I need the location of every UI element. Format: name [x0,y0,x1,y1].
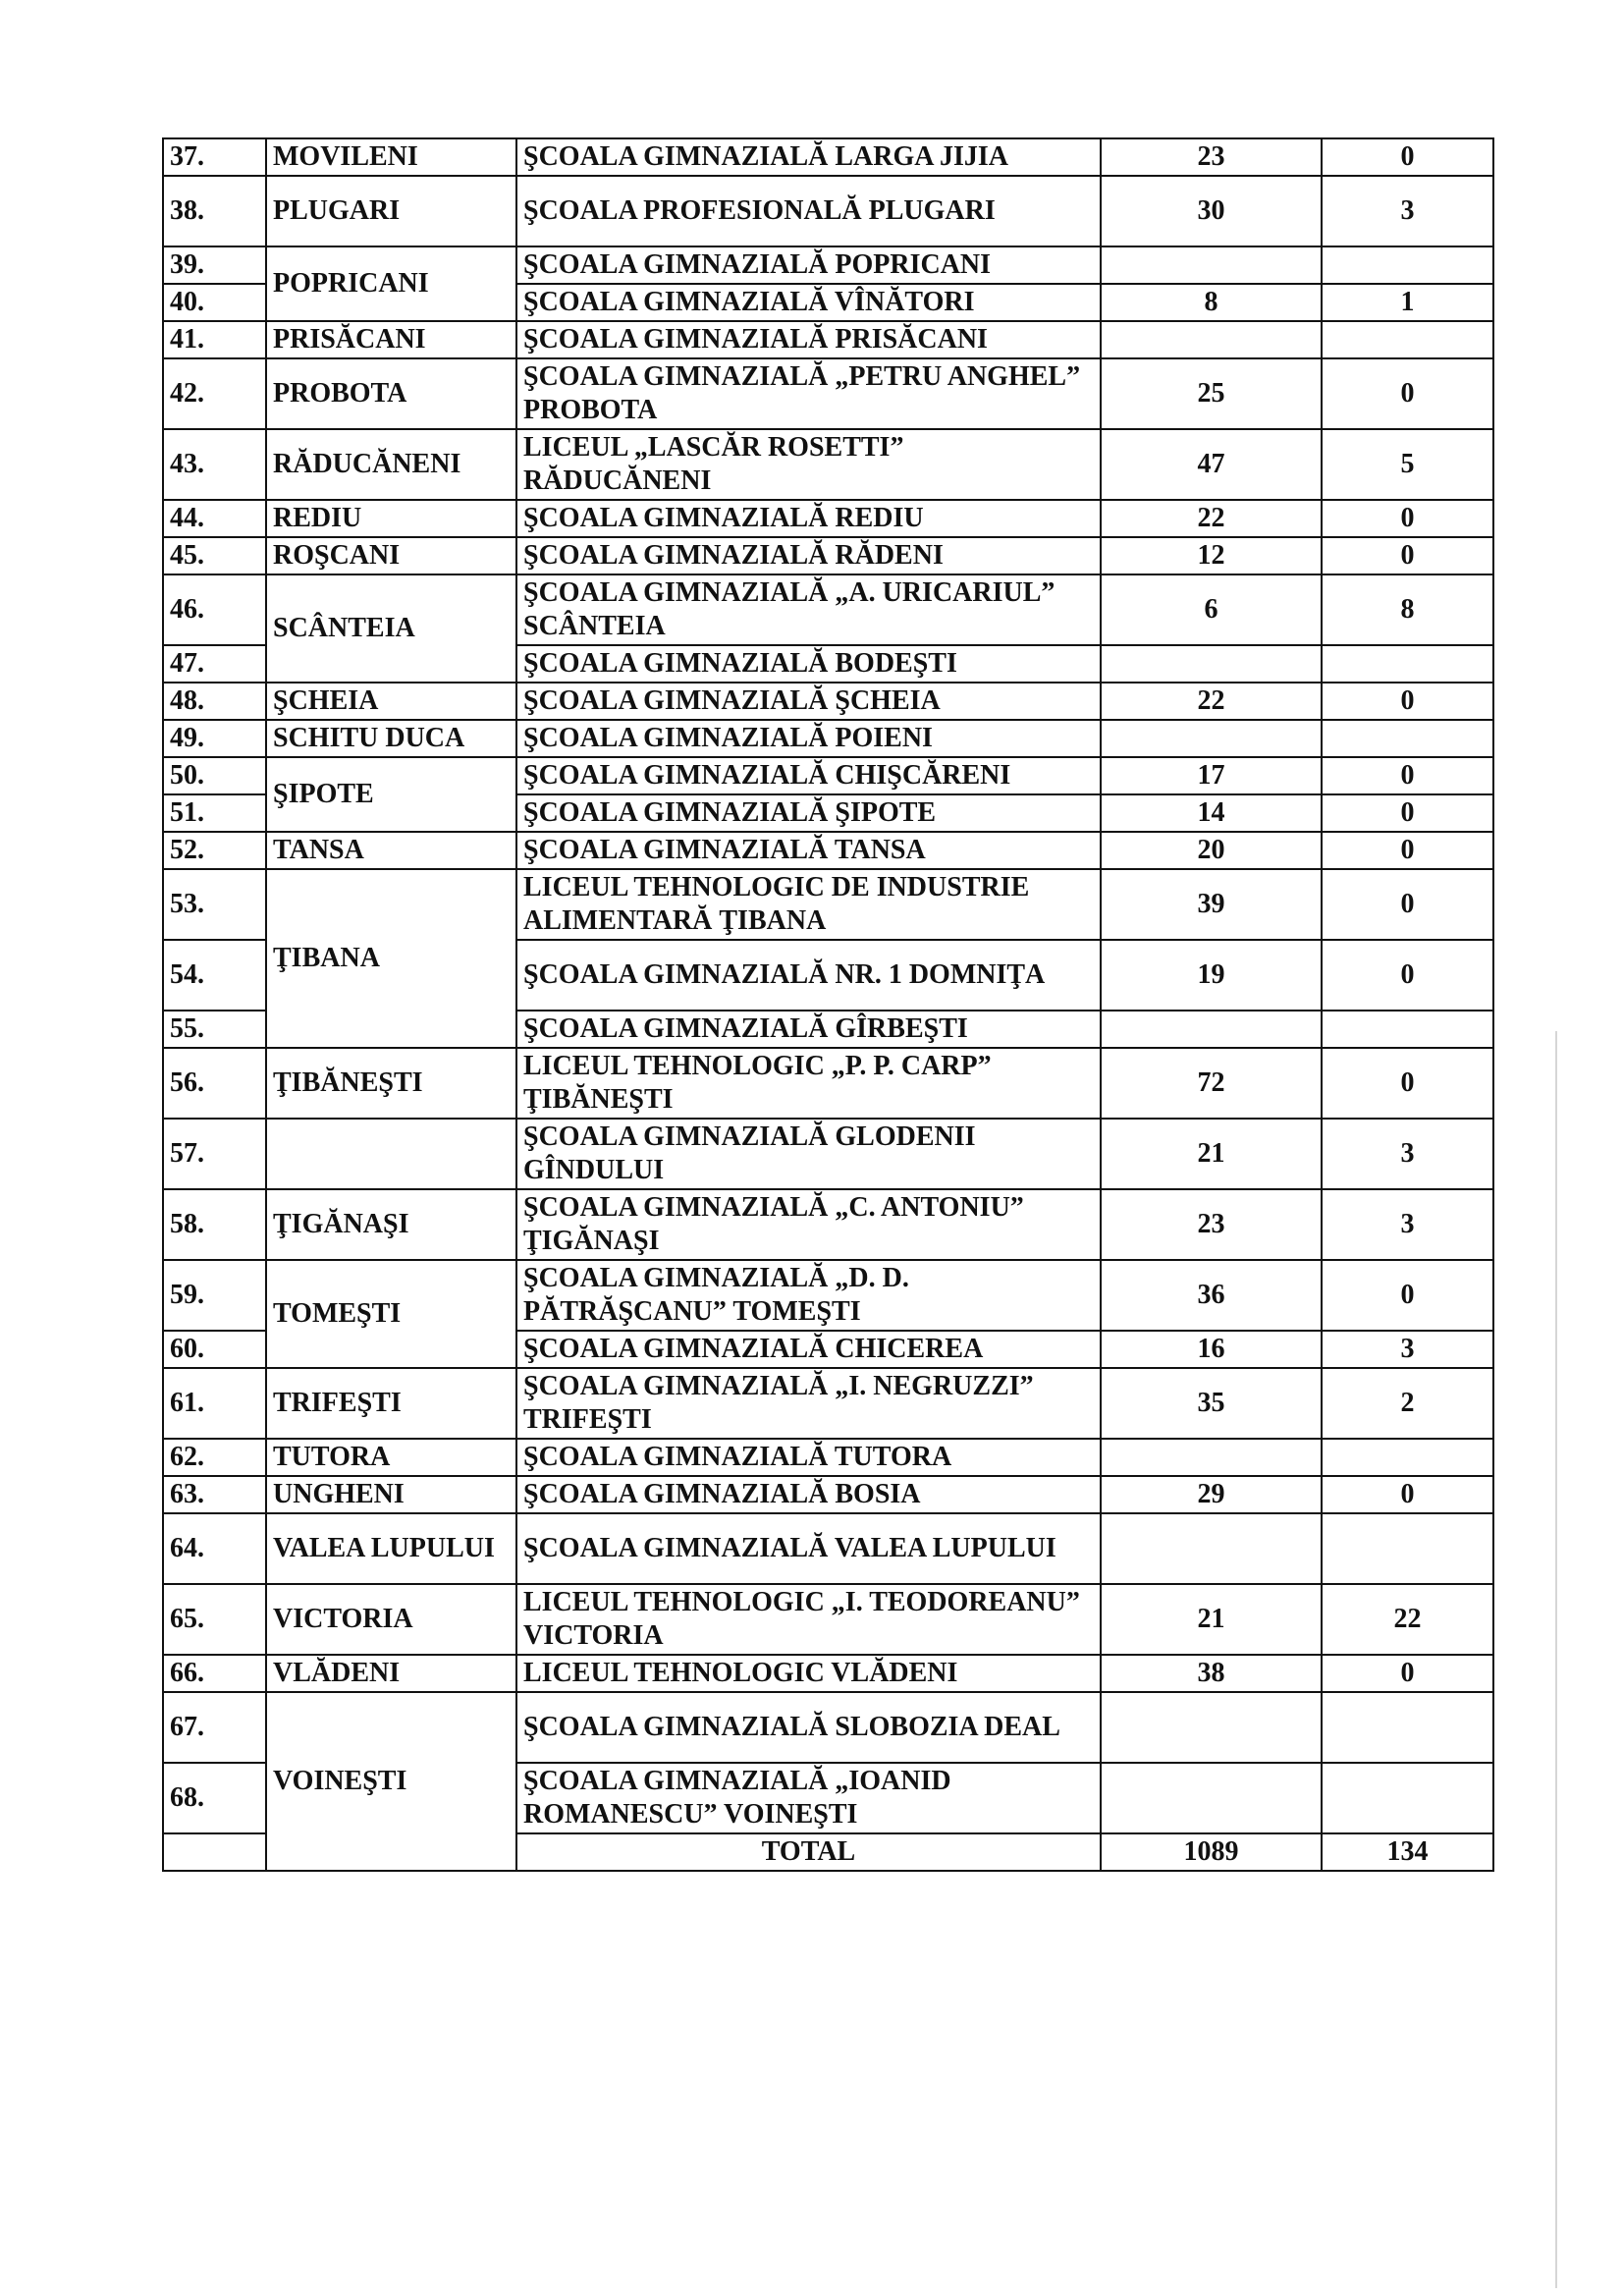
row-number: 47. [163,645,266,683]
commune-cell: SCÂNTEIA [266,574,516,683]
row-number: 55. [163,1011,266,1048]
table-row [163,574,1493,645]
commune-cell: ROŞCANI [266,537,516,574]
commune-cell: RĂDUCĂNENI [266,429,516,500]
school-cell: LICEUL „LASCĂR ROSETTI” RĂDUCĂNENI [516,429,1101,500]
school-cell: ŞCOALA GIMNAZIALĂ „PETRU ANGHEL” PROBOTA [516,358,1101,429]
row-number: 56. [163,1048,266,1119]
table-row [163,1119,1493,1189]
table-row [163,1513,1493,1584]
row-number: 49. [163,720,266,757]
row-number: 61. [163,1368,266,1439]
value-2-cell [1322,720,1493,757]
table-row [163,1260,1493,1331]
total-value-2: 134 [1322,1833,1493,1871]
commune-cell: SCHITU DUCA [266,720,516,757]
school-cell: ŞCOALA GIMNAZIALĂ TUTORA [516,1439,1101,1476]
commune-cell: TOMEŞTI [266,1260,516,1368]
commune-cell: PRISĂCANI [266,321,516,358]
value-1-cell: 36 [1101,1260,1322,1331]
value-1-cell: 21 [1101,1584,1322,1655]
row-number: 67. [163,1692,266,1763]
school-cell: ŞCOALA GIMNAZIALĂ „A. URICARIUL” SCÂNTEIA [516,574,1101,645]
table-row [163,500,1493,537]
value-1-cell: 19 [1101,940,1322,1011]
table-row [163,1048,1493,1119]
commune-cell: TANSA [266,832,516,869]
commune-cell: TUTORA [266,1439,516,1476]
row-number: 46. [163,574,266,645]
school-cell: ŞCOALA GIMNAZIALĂ REDIU [516,500,1101,537]
school-cell: LICEUL TEHNOLOGIC DE INDUSTRIE ALIMENTARĂ ŢIBANA [516,869,1101,940]
school-cell: LICEUL TEHNOLOGIC VLĂDENI [516,1655,1101,1692]
commune-cell: VLĂDENI [266,1655,516,1692]
value-1-cell: 23 [1101,138,1322,176]
value-2-cell [1322,1763,1493,1833]
table-row [163,246,1493,284]
row-number: 52. [163,832,266,869]
value-1-cell [1101,321,1322,358]
row-number: 42. [163,358,266,429]
row-number: 62. [163,1439,266,1476]
value-2-cell: 0 [1322,500,1493,537]
row-number: 45. [163,537,266,574]
value-1-cell: 8 [1101,284,1322,321]
value-1-cell: 14 [1101,794,1322,832]
table-row [163,1189,1493,1260]
row-number: 68. [163,1763,266,1833]
table-row [163,720,1493,757]
table-row [163,1692,1493,1763]
value-2-cell: 2 [1322,1368,1493,1439]
row-number: 37. [163,138,266,176]
commune-cell: POPRICANI [266,246,516,321]
table-row [163,176,1493,246]
row-number: 44. [163,500,266,537]
value-1-cell: 12 [1101,537,1322,574]
school-cell: ŞCOALA GIMNAZIALĂ NR. 1 DOMNIŢA [516,940,1101,1011]
value-1-cell [1101,1439,1322,1476]
commune-cell [266,1119,516,1189]
commune-cell: MOVILENI [266,138,516,176]
row-number: 60. [163,1331,266,1368]
value-2-cell: 0 [1322,358,1493,429]
value-2-cell: 3 [1322,176,1493,246]
value-2-cell [1322,1011,1493,1048]
value-1-cell: 6 [1101,574,1322,645]
row-number: 59. [163,1260,266,1331]
value-2-cell [1322,1513,1493,1584]
row-number: 51. [163,794,266,832]
value-2-cell [1322,1439,1493,1476]
school-cell: ŞCOALA GIMNAZIALĂ ŞCHEIA [516,683,1101,720]
value-2-cell [1322,246,1493,284]
table-row [163,537,1493,574]
value-1-cell: 22 [1101,683,1322,720]
table-row [163,429,1493,500]
school-cell: ŞCOALA GIMNAZIALĂ SLOBOZIA DEAL [516,1692,1101,1763]
value-2-cell: 3 [1322,1331,1493,1368]
table-row [163,832,1493,869]
value-1-cell: 16 [1101,1331,1322,1368]
value-2-cell: 5 [1322,429,1493,500]
value-1-cell: 30 [1101,176,1322,246]
school-cell: ŞCOALA GIMNAZIALĂ „D. D. PĂTRĂŞCANU” TOMEŞTI [516,1260,1101,1331]
table-row [163,1584,1493,1655]
school-cell: ŞCOALA GIMNAZIALĂ GLODENII GÎNDULUI [516,1119,1101,1189]
commune-cell: ŞCHEIA [266,683,516,720]
commune-cell: UNGHENI [266,1476,516,1513]
row-number: 50. [163,757,266,794]
value-2-cell: 0 [1322,1476,1493,1513]
value-1-cell [1101,720,1322,757]
commune-cell: REDIU [266,500,516,537]
school-cell: ŞCOALA GIMNAZIALĂ CHICEREA [516,1331,1101,1368]
school-cell: ŞCOALA GIMNAZIALĂ VALEA LUPULUI [516,1513,1101,1584]
school-cell: ŞCOALA GIMNAZIALĂ RĂDENI [516,537,1101,574]
commune-cell: VALEA LUPULUI [266,1513,516,1584]
value-1-cell: 29 [1101,1476,1322,1513]
school-cell: ŞCOALA GIMNAZIALĂ ŞIPOTE [516,794,1101,832]
value-1-cell: 72 [1101,1048,1322,1119]
value-2-cell: 0 [1322,757,1493,794]
school-cell: ŞCOALA GIMNAZIALĂ POIENI [516,720,1101,757]
row-number: 54. [163,940,266,1011]
value-2-cell: 0 [1322,940,1493,1011]
value-2-cell: 0 [1322,1260,1493,1331]
total-value-1: 1089 [1101,1833,1322,1871]
value-1-cell: 25 [1101,358,1322,429]
school-cell: ŞCOALA GIMNAZIALĂ CHIŞCĂRENI [516,757,1101,794]
total-label: TOTAL [516,1833,1101,1871]
school-cell: ŞCOALA GIMNAZIALĂ PRISĂCANI [516,321,1101,358]
table-row [163,1476,1493,1513]
commune-cell: ŞIPOTE [266,757,516,832]
school-cell: ŞCOALA GIMNAZIALĂ BODEŞTI [516,645,1101,683]
value-2-cell: 0 [1322,832,1493,869]
commune-cell: ŢIBANA [266,869,516,1048]
table-row [163,757,1493,794]
value-2-cell: 0 [1322,1048,1493,1119]
row-number: 48. [163,683,266,720]
row-number: 57. [163,1119,266,1189]
school-cell: ŞCOALA GIMNAZIALĂ „C. ANTONIU” ŢIGĂNAŞI [516,1189,1101,1260]
value-1-cell: 39 [1101,869,1322,940]
row-number: 43. [163,429,266,500]
value-1-cell: 23 [1101,1189,1322,1260]
value-2-cell: 3 [1322,1189,1493,1260]
value-1-cell: 21 [1101,1119,1322,1189]
commune-cell: VOINEŞTI [266,1692,516,1871]
row-number: 41. [163,321,266,358]
value-1-cell: 47 [1101,429,1322,500]
value-2-cell: 0 [1322,683,1493,720]
value-2-cell: 8 [1322,574,1493,645]
row-number: 64. [163,1513,266,1584]
value-1-cell [1101,1513,1322,1584]
school-cell: ŞCOALA GIMNAZIALĂ BOSIA [516,1476,1101,1513]
commune-cell: TRIFEŞTI [266,1368,516,1439]
school-cell: ŞCOALA GIMNAZIALĂ TANSA [516,832,1101,869]
value-1-cell [1101,246,1322,284]
total-empty-cell [163,1833,266,1871]
value-2-cell: 0 [1322,794,1493,832]
row-number: 58. [163,1189,266,1260]
value-1-cell: 22 [1101,500,1322,537]
commune-cell: PROBOTA [266,358,516,429]
value-2-cell: 1 [1322,284,1493,321]
value-2-cell: 0 [1322,138,1493,176]
row-number: 66. [163,1655,266,1692]
row-number: 38. [163,176,266,246]
value-2-cell: 0 [1322,869,1493,940]
table-row [163,1439,1493,1476]
table-row [163,138,1493,176]
school-cell: ŞCOALA GIMNAZIALĂ GÎRBEŞTI [516,1011,1101,1048]
value-2-cell [1322,1692,1493,1763]
value-2-cell: 0 [1322,537,1493,574]
value-1-cell: 38 [1101,1655,1322,1692]
row-number: 39. [163,246,266,284]
row-number: 53. [163,869,266,940]
value-1-cell [1101,1763,1322,1833]
schools-table [162,137,1494,1872]
value-2-cell: 3 [1322,1119,1493,1189]
value-1-cell [1101,1692,1322,1763]
commune-cell: VICTORIA [266,1584,516,1655]
table-row [163,321,1493,358]
row-number: 63. [163,1476,266,1513]
school-cell: ŞCOALA GIMNAZIALĂ POPRICANI [516,246,1101,284]
school-cell: ŞCOALA GIMNAZIALĂ VÎNĂTORI [516,284,1101,321]
value-1-cell: 20 [1101,832,1322,869]
value-2-cell: 22 [1322,1584,1493,1655]
value-1-cell: 17 [1101,757,1322,794]
table-row [163,1368,1493,1439]
commune-cell: PLUGARI [266,176,516,246]
school-cell: ŞCOALA GIMNAZIALĂ LARGA JIJIA [516,138,1101,176]
commune-cell: ŢIGĂNAŞI [266,1189,516,1260]
value-2-cell [1322,645,1493,683]
value-1-cell [1101,1011,1322,1048]
table-row [163,358,1493,429]
row-number: 40. [163,284,266,321]
school-cell: LICEUL TEHNOLOGIC „I. TEODOREANU” VICTORIA [516,1584,1101,1655]
school-cell: LICEUL TEHNOLOGIC „P. P. CARP” ŢIBĂNEŞTI [516,1048,1101,1119]
value-2-cell: 0 [1322,1655,1493,1692]
value-1-cell [1101,645,1322,683]
table-row [163,1655,1493,1692]
value-2-cell [1322,321,1493,358]
commune-cell: ŢIBĂNEŞTI [266,1048,516,1119]
school-cell: ŞCOALA GIMNAZIALĂ „IOANID ROMANESCU” VOINEŞTI [516,1763,1101,1833]
scan-edge-line [1555,1031,1557,2288]
table-row [163,683,1493,720]
value-1-cell: 35 [1101,1368,1322,1439]
row-number: 65. [163,1584,266,1655]
table-row [163,869,1493,940]
school-cell: ŞCOALA PROFESIONALĂ PLUGARI [516,176,1101,246]
school-cell: ŞCOALA GIMNAZIALĂ „I. NEGRUZZI” TRIFEŞTI [516,1368,1101,1439]
